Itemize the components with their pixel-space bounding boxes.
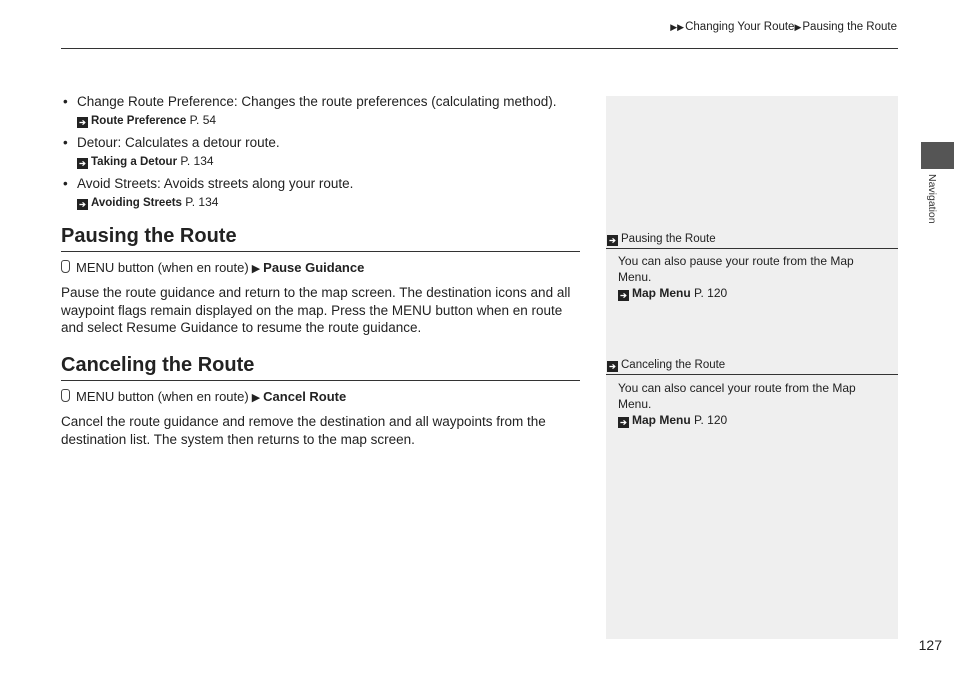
breadcrumb-current: Pausing the Route: [802, 21, 897, 33]
reference-arrow-icon: ➔: [77, 117, 88, 128]
reference-arrow-icon: ➔: [618, 290, 629, 301]
breadcrumb: [670, 21, 897, 33]
body-text: to resume the route guidance.: [238, 320, 422, 335]
reference-title[interactable]: Taking a Detour: [91, 156, 178, 168]
reference-page[interactable]: P. 134: [185, 195, 219, 209]
menu-path-prefix: MENU button (when en route): [76, 389, 249, 404]
menu-path-target: Cancel Route: [263, 389, 347, 404]
menu-path-prefix: MENU button (when en route): [76, 260, 249, 275]
reference-arrow-icon: ➔: [77, 199, 88, 210]
cross-reference[interactable]: [618, 412, 883, 428]
note-body: [618, 253, 883, 301]
list-item: [61, 92, 580, 129]
reference-arrow-icon: ➔: [618, 417, 629, 428]
section-body: Cancel the route guidance and remove the destination and all waypoints from the destination list. The system then returns to the map screen.: [61, 414, 546, 447]
reference-title[interactable]: Map Menu: [632, 286, 691, 300]
reference-page[interactable]: P. 120: [694, 413, 728, 427]
option-term: Change Route Preference: [77, 94, 234, 109]
breadcrumb-arrow-icon: ▶: [794, 22, 802, 32]
bullet-icon: •: [63, 135, 68, 150]
note-text: You can also pause your route from the Map Menu.: [618, 254, 854, 284]
note-title-text: Canceling the Route: [621, 359, 726, 371]
option-desc: : Calculates a detour route.: [117, 135, 280, 150]
chapter-tab-label: Navigation: [926, 174, 938, 224]
path-arrow-icon: ▶: [251, 263, 261, 275]
option-desc: : Changes the route preferences (calculating method).: [233, 94, 557, 109]
bullet-icon: •: [63, 176, 68, 191]
list-item: [61, 174, 580, 211]
note-arrow-icon: ➔: [607, 235, 618, 246]
page-number: 127: [918, 637, 942, 653]
list-item: [61, 133, 580, 170]
reference-title[interactable]: Avoiding Streets: [91, 197, 182, 209]
reference-arrow-icon: ➔: [77, 158, 88, 169]
menu-path: [61, 259, 580, 278]
section-heading: Pausing the Route: [61, 223, 580, 252]
option-term: Detour: [77, 135, 118, 150]
cross-reference[interactable]: [77, 194, 580, 211]
reference-page[interactable]: P. 120: [694, 286, 728, 300]
option-list: [61, 88, 580, 211]
breadcrumb-arrow-icon: ▶▶: [670, 22, 685, 32]
reference-title[interactable]: Map Menu: [632, 413, 691, 427]
note-title: [606, 232, 898, 249]
home-button-icon: [61, 260, 70, 273]
menu-path: [61, 388, 580, 407]
cross-reference[interactable]: [618, 285, 883, 301]
reference-page[interactable]: P. 54: [189, 113, 217, 127]
bullet-icon: •: [63, 94, 68, 109]
cross-reference[interactable]: [77, 153, 580, 170]
path-arrow-icon: ▶: [251, 392, 261, 404]
option-term: Avoid Streets: [77, 176, 158, 191]
note-body: [618, 380, 883, 428]
section-heading: Canceling the Route: [61, 352, 580, 381]
chapter-tab[interactable]: [921, 142, 954, 169]
breadcrumb-parent[interactable]: Changing Your Route: [685, 21, 795, 33]
note-text: You can also cancel your route from the Map Menu.: [618, 381, 856, 411]
header-divider: [61, 48, 898, 49]
option-desc: : Avoids streets along your route.: [157, 176, 354, 191]
body-text: Pause the route guidance and return to the map screen. The destination icons and all waypoint flags remain displayed on the map. Press the MENU button when en route and select: [61, 285, 571, 335]
home-button-icon: [61, 389, 70, 402]
reference-page[interactable]: P. 134: [180, 154, 214, 168]
section-body: [61, 284, 580, 337]
section-pausing: [61, 223, 580, 337]
section-canceling: [61, 352, 580, 448]
note-arrow-icon: ➔: [607, 361, 618, 372]
menu-path-target: Pause Guidance: [263, 260, 365, 275]
sidebar-notes: [606, 96, 898, 639]
note-title: [606, 358, 898, 375]
reference-title[interactable]: Route Preference: [91, 115, 187, 127]
note-title-text: Pausing the Route: [621, 233, 716, 245]
body-term: Resume Guidance: [126, 320, 239, 335]
cross-reference[interactable]: [77, 112, 580, 129]
